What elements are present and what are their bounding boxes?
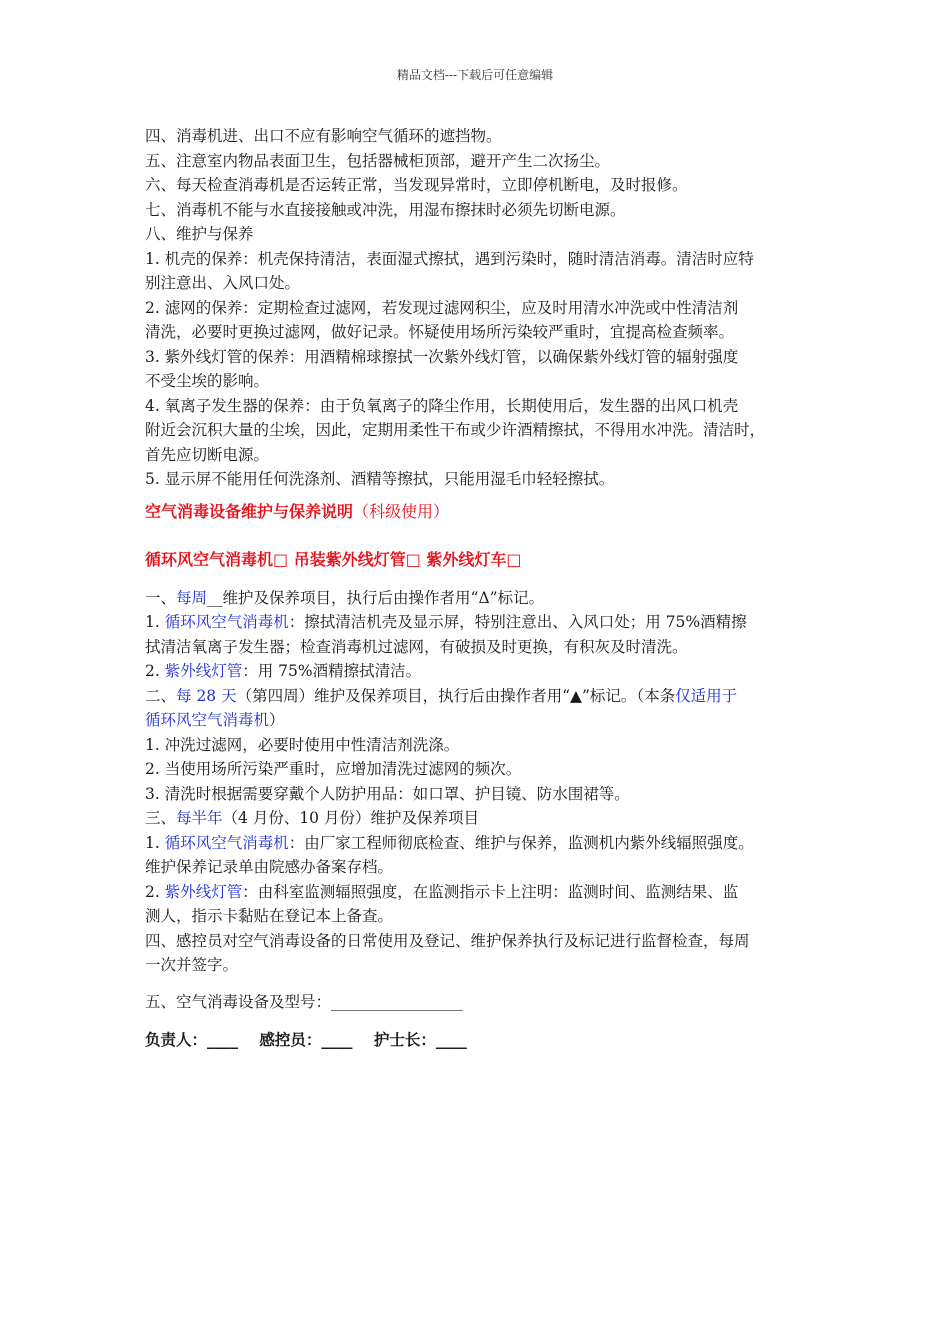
monthly-heading-line-2: 循环风空气消毒机）: [145, 711, 285, 729]
weekly-heading: 一、每周__维护及保养项目，执行后由操作者用“Δ”标记。: [145, 588, 545, 607]
rule-6: 六、每天检查消毒机是否运转正常，当发现异常时，立即停机断电，及时报修。: [145, 176, 688, 194]
rule-4: 四、消毒机进、出口不应有影响空气循环的遮挡物。: [145, 127, 502, 145]
maint-1-line-1: 1. 机壳的保养：机壳保持清洁，表面湿式擦拭，遇到污染时，随时清洁消毒。清洁时应特: [145, 249, 754, 268]
weekly-item-2: 2. 紫外线灯管：用 75%酒精擦拭清洁。: [145, 662, 422, 680]
weekly-label: 每周: [176, 588, 208, 607]
maint-4-line-1: 4. 氧离子发生器的保养：由于负氧离子的降尘作用，长期使用后，发生器的出风口机壳: [145, 396, 739, 415]
device-model-field[interactable]: 五、空气消毒设备及型号：_________________: [145, 992, 463, 1011]
monthly-item-1: 1. 冲洗过滤网，必要时使用中性清洁剂洗涤。: [145, 735, 460, 754]
maint-4-line-2: 附近会沉积大量的尘埃，因此，定期用柔性干布或少许酒精擦拭，不得用水冲洗。清洁时，: [145, 421, 766, 439]
weekly-item-1-line-1: 1. 循环风空气消毒机：擦拭清洁机壳及显示屏，特别注意出、入风口处；用 75%酒精擦: [145, 613, 747, 631]
weekly-item-1-line-2: 拭清洁氧离子发生器；检查消毒机过滤网，有破损及时更换，有积灰及时清洗。: [145, 637, 688, 656]
halfyear-item-1-line-1: 1. 循环风空气消毒机：由厂家工程师彻底检查、维护与保养，监测机内紫外线辐照强度。: [145, 833, 754, 852]
device-checklist: 循环风空气消毒机□ 吊装紫外线灯管□ 紫外线灯车□: [145, 549, 522, 569]
signature-row: [145, 1028, 810, 1053]
rule-8-heading: 八、维护与保养: [145, 225, 254, 243]
maint-3-line-2: 不受尘埃的影响。: [145, 372, 270, 390]
section-title-sub: （科级使用）: [353, 501, 450, 521]
document-body: [145, 124, 810, 1053]
leader-signature[interactable]: 负责人：____: [145, 1030, 239, 1049]
control-signature[interactable]: 感控员：____: [259, 1030, 353, 1049]
maint-4-line-3: 首先应切断电源。: [145, 445, 270, 464]
section-title: [145, 500, 810, 524]
supervision-line-1: 四、感控员对空气消毒设备的日常使用及登记、维护保养执行及标记进行监督检查，每周: [145, 931, 750, 950]
page-header: 精品文档---下载后可任意编辑: [396, 68, 554, 82]
monthly-item-3: 3. 清洗时根据需要穿戴个人防护用品：如口罩、护目镜、防水围裙等。: [145, 784, 630, 803]
halfyear-item-1-line-2: 维护保养记录单由院感办备案存档。: [145, 858, 394, 876]
rule-7: 七、消毒机不能与水直接接触或冲洗，用湿布擦抹时必须先切断电源。: [145, 200, 626, 219]
maint-2-line-2: 清洗，必要时更换过滤网，做好记录。怀疑使用场所污染较严重时，宜提高检查频率。: [145, 323, 735, 341]
halfyear-item-2-line-2: 测人，指示卡黏贴在登记本上备查。: [145, 907, 394, 925]
section-title-main: 空气消毒设备维护与保养说明: [145, 501, 354, 521]
supervision-line-2: 一次并签字。: [145, 956, 239, 974]
nurse-signature[interactable]: 护士长：____: [373, 1030, 467, 1049]
maint-3-line-1: 3. 紫外线灯管的保养：用酒精棉球擦拭一次紫外线灯管，以确保紫外线灯管的辐射强度: [145, 347, 739, 366]
maint-5: 5. 显示屏不能用任何洗涤剂、酒精等擦拭，只能用湿毛巾轻轻擦拭。: [145, 470, 615, 488]
halfyear-item-2-line-1: 2. 紫外线灯管：由科室监测辐照强度，在监测指示卡上注明：监测时间、监测结果、监: [145, 882, 739, 901]
maint-2-line-1: 2. 滤网的保养：定期检查过滤网，若发现过滤网积尘，应及时用清水冲洗或中性清洁剂: [145, 298, 739, 317]
halfyear-heading: 三、每半年（4 月份、10 月份）维护及保养项目: [145, 809, 479, 827]
maint-1-line-2: 别注意出、入风口处。: [145, 274, 301, 292]
monthly-heading-line-1: 二、每 28 天（第四周）维护及保养项目，执行后由操作者用“▲”标记。（本条仅适用于: [145, 686, 738, 705]
monthly-item-2: 2. 当使用场所污染严重时，应增加清洗过滤网的频次。: [145, 760, 522, 778]
rule-5: 五、注意室内物品表面卫生，包括器械柜顶部，避开产生二次扬尘。: [145, 151, 611, 170]
